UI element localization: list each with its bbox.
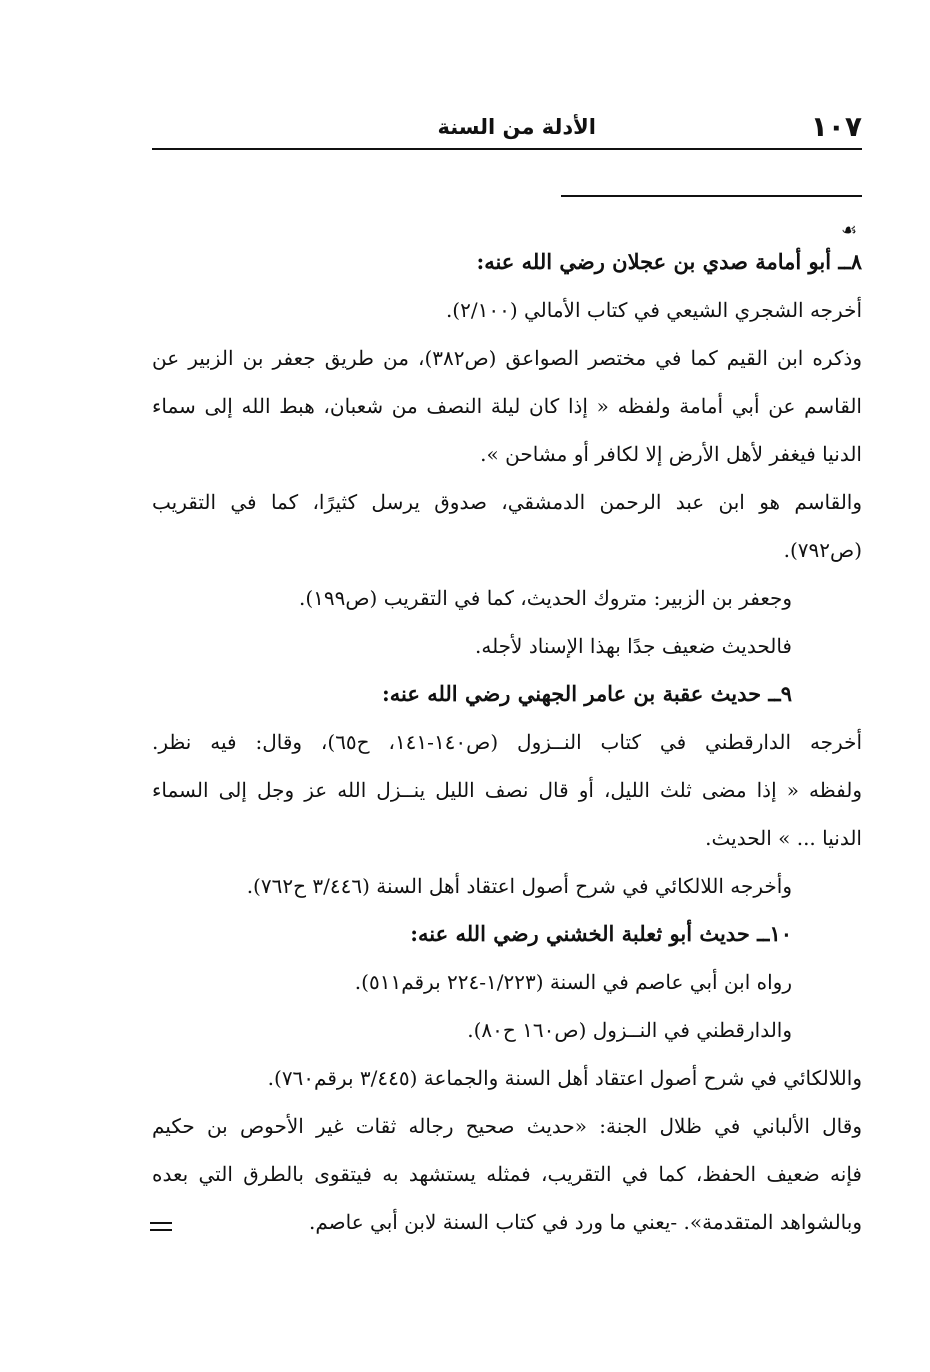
text-line: وذكره ابن القيم كما في مختصر الصواعق (ص٣٨٢)، من طريق جعفر بن الزبير عن bbox=[152, 346, 862, 370]
text-line: القاسم عن أبي أمامة ولفظه « إذا كان ليلة النصف من شعبان، هبط الله إلى سماء bbox=[152, 394, 862, 418]
text-line: أخرجه الدارقطني في كتاب النــزول (ص١٤٠-١٤١، ح٦٥)، وقال: فيه نظر. bbox=[152, 730, 862, 754]
text-line: أخرجه الشجري الشيعي في كتاب الأمالي (٢/١٠٠). bbox=[445, 298, 862, 322]
text-line: ولفظه « إذا مضى ثلث الليل، أو قال نصف الليل ينــزل الله عز وجل إلى السماء bbox=[152, 778, 862, 802]
text-line: والقاسم هو ابن عبد الرحمن الدمشقي، صدوق يرسل كثيرًا، كما في التقريب bbox=[152, 490, 862, 514]
text-line: واللالكائي في شرح أصول اعتقاد أهل السنة والجماعة (٣/٤٤٥ برقم٧٦٠). bbox=[267, 1066, 862, 1090]
body-text bbox=[152, 238, 862, 1246]
text-line: الدنيا ... » الحديث. bbox=[705, 826, 862, 850]
text-line: وقال الألباني في ظلال الجنة: «حديث صحيح رجاله ثقات غير الأحوص بن حكيم bbox=[152, 1114, 862, 1138]
section-heading-10: ١٠ــ حديث أبو ثعلبة الخشني رضي الله عنه: bbox=[410, 921, 792, 946]
header-rule bbox=[152, 148, 862, 150]
text-line: فإنه ضعيف الحفظ، كما في التقريب، فمثله يستشهد به فيتقوى بالطرق التي بعده bbox=[152, 1162, 862, 1186]
text-line: رواه ابن أبي عاصم في السنة (١/٢٢٣-٢٢٤ برقم٥١١). bbox=[354, 970, 792, 994]
page-header bbox=[152, 108, 862, 150]
section-heading-8: ٨ــ أبو أمامة صدي بن عجلان رضي الله عنه: bbox=[476, 249, 862, 274]
text-line: وجعفر بن الزبير: متروك الحديث، كما في التقريب (ص١٩٩). bbox=[298, 586, 792, 610]
text-line: وبالشواهد المتقدمة». -يعني ما ورد في كتاب السنة لابن أبي عاصم. bbox=[309, 1210, 862, 1234]
text-line: الدنيا فيغفر لأهل الأرض إلا لكافر أو مشاحن ». bbox=[480, 442, 862, 466]
text-line: والدارقطني في النــزول (ص١٦٠ ح٨٠). bbox=[467, 1018, 792, 1042]
continuation-mark: ☙ bbox=[841, 220, 858, 241]
running-title: الأدلة من السنة bbox=[437, 115, 596, 139]
page-number: ١٠٧ bbox=[810, 110, 862, 143]
text-line: (ص٧٩٢). bbox=[783, 538, 862, 562]
text-line: وأخرجه اللالكائي في شرح أصول اعتقاد أهل السنة (٣/٤٤٦ ح٧٦٢). bbox=[246, 874, 792, 898]
footnote-separator-rule bbox=[561, 195, 862, 197]
text-line: فالحديث ضعيف جدًا بهذا الإسناد لأجله. bbox=[474, 634, 792, 658]
end-of-page-mark bbox=[150, 1222, 172, 1232]
section-heading-9: ٩ــ حديث عقبة بن عامر الجهني رضي الله عنه: bbox=[382, 681, 792, 706]
